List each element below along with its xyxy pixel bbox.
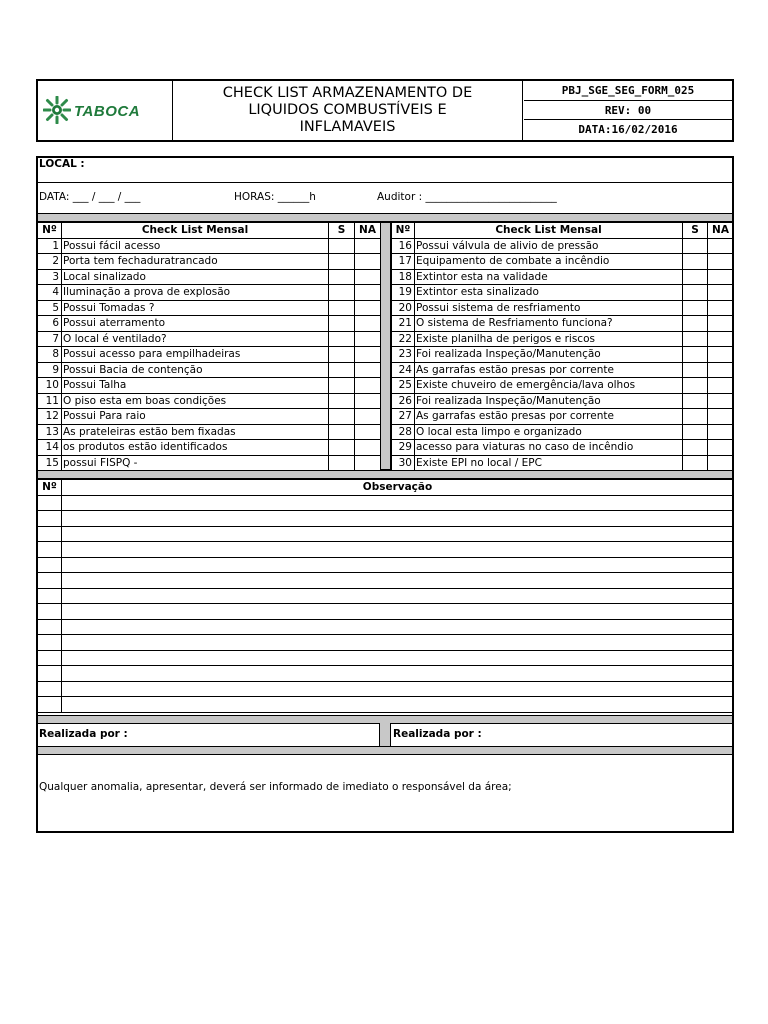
- obs-number-cell[interactable]: [38, 635, 62, 651]
- checklist-row: [38, 424, 381, 440]
- checkbox-s[interactable]: [329, 440, 355, 456]
- observation-row: [38, 681, 734, 697]
- checkbox-na[interactable]: [355, 269, 381, 285]
- observation-row: [38, 573, 734, 589]
- observation-row: [38, 542, 734, 558]
- checkbox-s[interactable]: [683, 254, 708, 270]
- item-text: Existe planilha de perigos e riscos: [415, 331, 683, 347]
- obs-number-cell[interactable]: [38, 619, 62, 635]
- item-number: 2: [38, 254, 62, 270]
- checkbox-s[interactable]: [329, 378, 355, 394]
- item-text: O sistema de Resfriamento funciona?: [415, 316, 683, 332]
- item-text: As prateleiras estão bem fixadas: [62, 424, 329, 440]
- checkbox-na[interactable]: [708, 378, 734, 394]
- checkbox-s[interactable]: [683, 347, 708, 363]
- item-number: 6: [38, 316, 62, 332]
- checkbox-na[interactable]: [355, 300, 381, 316]
- checkbox-s[interactable]: [683, 331, 708, 347]
- observation-row: [38, 604, 734, 620]
- obs-col-title: Observação: [62, 480, 734, 496]
- checklist-row: [38, 440, 381, 456]
- checklist-row: [392, 347, 734, 363]
- checklist-row: [38, 238, 381, 254]
- item-text: Possui Bacia de contenção: [62, 362, 329, 378]
- checklist-row: [38, 409, 381, 425]
- obs-text-cell[interactable]: [62, 588, 734, 604]
- obs-number-cell[interactable]: [38, 666, 62, 682]
- checkbox-s[interactable]: [683, 362, 708, 378]
- item-number: 26: [392, 393, 415, 409]
- checkbox-na[interactable]: [355, 409, 381, 425]
- checkbox-s[interactable]: [329, 316, 355, 332]
- separator-bar: [38, 746, 732, 755]
- item-text: Extintor esta sinalizado: [415, 285, 683, 301]
- obs-text-cell[interactable]: [62, 557, 734, 573]
- item-number: 30: [392, 455, 415, 471]
- col-s: S: [683, 223, 708, 239]
- company-logo: [38, 81, 173, 140]
- item-number: 20: [392, 300, 415, 316]
- checkbox-s[interactable]: [329, 238, 355, 254]
- checklist-row: [38, 316, 381, 332]
- item-text: os produtos estão identificados: [62, 440, 329, 456]
- item-text: acesso para viaturas no caso de incêndio: [415, 440, 683, 456]
- observation-row: [38, 557, 734, 573]
- checklist-right: [391, 222, 734, 471]
- document-date: DATA:16/02/2016: [578, 123, 678, 137]
- item-text: O local é ventilado?: [62, 331, 329, 347]
- item-number: 8: [38, 347, 62, 363]
- checklist-row: [392, 378, 734, 394]
- checkbox-na[interactable]: [708, 424, 734, 440]
- item-text: Possui aterramento: [62, 316, 329, 332]
- obs-number-cell[interactable]: [38, 573, 62, 589]
- item-text: Foi realizada Inspeção/Manutenção: [415, 347, 683, 363]
- checkbox-na[interactable]: [708, 285, 734, 301]
- checklist-row: [392, 424, 734, 440]
- date-field[interactable]: DATA: ___ / ___ / ___: [39, 191, 141, 203]
- separator-bar: [38, 470, 732, 479]
- checkbox-na[interactable]: [708, 347, 734, 363]
- checklist-row: [38, 269, 381, 285]
- checkbox-s[interactable]: [329, 409, 355, 425]
- observation-row: [38, 635, 734, 651]
- checkbox-s[interactable]: [683, 285, 708, 301]
- checklist-row: [392, 254, 734, 270]
- checklist-row: [38, 378, 381, 394]
- observation-row: [38, 666, 734, 682]
- obs-number-cell[interactable]: [38, 650, 62, 666]
- item-text: As garrafas estão presas por corrente: [415, 362, 683, 378]
- checkbox-na[interactable]: [355, 285, 381, 301]
- col-na: NA: [708, 223, 734, 239]
- item-number: 17: [392, 254, 415, 270]
- checkbox-s[interactable]: [329, 331, 355, 347]
- item-number: 18: [392, 269, 415, 285]
- item-text: Possui sistema de resfriamento: [415, 300, 683, 316]
- obs-text-cell[interactable]: [62, 542, 734, 558]
- checkbox-na[interactable]: [708, 455, 734, 471]
- checklist-row: [392, 238, 734, 254]
- item-text: Extintor esta na validade: [415, 269, 683, 285]
- checkbox-s[interactable]: [329, 300, 355, 316]
- checkbox-na[interactable]: [708, 440, 734, 456]
- col-s: S: [329, 223, 355, 239]
- separator-bar: [38, 213, 732, 222]
- obs-text-cell[interactable]: [62, 635, 734, 651]
- item-number: 1: [38, 238, 62, 254]
- checkbox-s[interactable]: [329, 285, 355, 301]
- checklist-row: [392, 409, 734, 425]
- checkbox-s[interactable]: [683, 269, 708, 285]
- item-number: 23: [392, 347, 415, 363]
- item-text: As garrafas estão presas por corrente: [415, 409, 683, 425]
- obs-text-cell[interactable]: [62, 495, 734, 511]
- obs-number-cell[interactable]: [38, 588, 62, 604]
- checkbox-na[interactable]: [355, 254, 381, 270]
- obs-number-cell[interactable]: [38, 557, 62, 573]
- item-number: 25: [392, 378, 415, 394]
- item-text: Existe EPI no local / EPC: [415, 455, 683, 471]
- auditor-field[interactable]: Auditor : _________________________: [377, 191, 557, 203]
- checklist-row: [392, 316, 734, 332]
- checklist-row: [38, 393, 381, 409]
- checkbox-na[interactable]: [355, 424, 381, 440]
- checkbox-s[interactable]: [329, 393, 355, 409]
- col-number: Nº: [38, 223, 62, 239]
- checkbox-na[interactable]: [708, 316, 734, 332]
- checklist-row: [392, 331, 734, 347]
- checklist-row: [392, 300, 734, 316]
- item-number: 15: [38, 455, 62, 471]
- obs-text-cell[interactable]: [62, 697, 734, 713]
- obs-number-cell[interactable]: [38, 495, 62, 511]
- item-text: Possui fácil acesso: [62, 238, 329, 254]
- col-na: NA: [355, 223, 381, 239]
- checkbox-s[interactable]: [683, 238, 708, 254]
- checkbox-na[interactable]: [355, 440, 381, 456]
- checklist-row: [38, 285, 381, 301]
- obs-number-cell[interactable]: [38, 681, 62, 697]
- item-text: Porta tem fechaduratrancado: [62, 254, 329, 270]
- item-text: possui FISPQ -: [62, 455, 329, 471]
- checklist-left: [37, 222, 381, 471]
- checkbox-s[interactable]: [683, 316, 708, 332]
- logo-text: TABOCA: [74, 103, 141, 120]
- item-number: 12: [38, 409, 62, 425]
- item-text: O piso esta em boas condições: [62, 393, 329, 409]
- item-number: 19: [392, 285, 415, 301]
- divider: [38, 182, 732, 183]
- obs-text-cell[interactable]: [62, 526, 734, 542]
- item-number: 9: [38, 362, 62, 378]
- signature-separator: [379, 723, 391, 746]
- item-text: Possui Tomadas ?: [62, 300, 329, 316]
- checkbox-s[interactable]: [683, 424, 708, 440]
- checkbox-na[interactable]: [708, 238, 734, 254]
- obs-number-cell[interactable]: [38, 511, 62, 527]
- obs-text-cell[interactable]: [62, 604, 734, 620]
- observation-row: [38, 619, 734, 635]
- checkbox-na[interactable]: [708, 393, 734, 409]
- item-number: 14: [38, 440, 62, 456]
- observation-row: [38, 495, 734, 511]
- item-text: Possui Para raio: [62, 409, 329, 425]
- checklist-row: [38, 362, 381, 378]
- checklist-row: [392, 362, 734, 378]
- checklist-row: [38, 300, 381, 316]
- obs-number-cell[interactable]: [38, 604, 62, 620]
- obs-text-cell[interactable]: [62, 573, 734, 589]
- column-separator: [380, 222, 391, 470]
- item-number: 11: [38, 393, 62, 409]
- checkbox-s[interactable]: [683, 300, 708, 316]
- obs-text-cell[interactable]: [62, 666, 734, 682]
- checkbox-na[interactable]: [708, 269, 734, 285]
- hours-field[interactable]: HORAS: ______h: [234, 191, 316, 203]
- realizada-por-right[interactable]: Realizada por :: [393, 728, 482, 740]
- item-number: 5: [38, 300, 62, 316]
- checkbox-na[interactable]: [355, 331, 381, 347]
- checkbox-s[interactable]: [329, 269, 355, 285]
- document-title: CHECK LIST ARMAZENAMENTO DE LIQUIDOS COMBUSTÍVEIS E INFLAMAVEIS: [173, 81, 523, 140]
- checkbox-s[interactable]: [683, 378, 708, 394]
- obs-number-cell[interactable]: [38, 542, 62, 558]
- checkbox-na[interactable]: [355, 238, 381, 254]
- item-number: 22: [392, 331, 415, 347]
- taboca-logo-icon: [43, 96, 71, 124]
- obs-col-number: Nº: [38, 480, 62, 496]
- anomaly-note: Qualquer anomalia, apresentar, deverá ser informado de imediato o responsável da área;: [39, 781, 512, 793]
- checklist-row: [392, 455, 734, 471]
- item-number: 21: [392, 316, 415, 332]
- checkbox-s[interactable]: [329, 455, 355, 471]
- checkbox-s[interactable]: [329, 254, 355, 270]
- item-text: Iluminação a prova de explosão: [62, 285, 329, 301]
- observation-row: [38, 526, 734, 542]
- item-text: Possui Talha: [62, 378, 329, 394]
- document-meta: [524, 81, 732, 140]
- item-number: 24: [392, 362, 415, 378]
- item-number: 7: [38, 331, 62, 347]
- item-text: Possui válvula de alivio de pressão: [415, 238, 683, 254]
- item-number: 4: [38, 285, 62, 301]
- form-code: PBJ_SGE_SEG_FORM_025: [524, 81, 732, 101]
- checkbox-na[interactable]: [708, 409, 734, 425]
- checkbox-na[interactable]: [708, 331, 734, 347]
- observation-row: [38, 697, 734, 713]
- obs-number-cell[interactable]: [38, 697, 62, 713]
- checkbox-s[interactable]: [683, 455, 708, 471]
- item-text: Existe chuveiro de emergência/lava olhos: [415, 378, 683, 394]
- obs-text-cell[interactable]: [62, 681, 734, 697]
- observation-row: [38, 650, 734, 666]
- col-title: Check List Mensal: [415, 223, 683, 239]
- checklist-row: [38, 347, 381, 363]
- item-number: 16: [392, 238, 415, 254]
- observation-row: [38, 588, 734, 604]
- checkbox-s[interactable]: [329, 424, 355, 440]
- item-number: 3: [38, 269, 62, 285]
- checklist-row: [392, 440, 734, 456]
- checklist-row: [392, 269, 734, 285]
- checkbox-s[interactable]: [683, 393, 708, 409]
- checkbox-s[interactable]: [683, 409, 708, 425]
- obs-number-cell[interactable]: [38, 526, 62, 542]
- checkbox-na[interactable]: [708, 362, 734, 378]
- checkbox-s[interactable]: [683, 440, 708, 456]
- checkbox-s[interactable]: [329, 362, 355, 378]
- checkbox-na[interactable]: [708, 300, 734, 316]
- checkbox-na[interactable]: [355, 347, 381, 363]
- col-title: Check List Mensal: [62, 223, 329, 239]
- checklist-row: [38, 254, 381, 270]
- observation-table: [37, 479, 734, 713]
- obs-text-cell[interactable]: [62, 650, 734, 666]
- checkbox-na[interactable]: [355, 455, 381, 471]
- checkbox-na[interactable]: [355, 316, 381, 332]
- checklist-row: [392, 393, 734, 409]
- item-text: Equipamento de combate a incêndio: [415, 254, 683, 270]
- checkbox-na[interactable]: [355, 393, 381, 409]
- checklist-row: [38, 455, 381, 471]
- col-number: Nº: [392, 223, 415, 239]
- revision: REV: 00: [524, 101, 732, 121]
- item-number: 28: [392, 424, 415, 440]
- checkbox-na[interactable]: [355, 362, 381, 378]
- item-number: 27: [392, 409, 415, 425]
- obs-text-cell[interactable]: [62, 619, 734, 635]
- item-number: 13: [38, 424, 62, 440]
- item-text: Foi realizada Inspeção/Manutenção: [415, 393, 683, 409]
- document-header: [36, 79, 734, 142]
- checkbox-na[interactable]: [708, 254, 734, 270]
- checkbox-s[interactable]: [329, 347, 355, 363]
- checklist-row: [392, 285, 734, 301]
- realizada-por-left[interactable]: Realizada por :: [39, 728, 128, 740]
- item-text: Possui acesso para empilhadeiras: [62, 347, 329, 363]
- checklist-row: [38, 331, 381, 347]
- form-body: [36, 156, 734, 833]
- item-text: Local sinalizado: [62, 269, 329, 285]
- item-number: 10: [38, 378, 62, 394]
- checkbox-na[interactable]: [355, 378, 381, 394]
- local-label: LOCAL :: [39, 158, 85, 170]
- item-number: 29: [392, 440, 415, 456]
- observation-row: [38, 511, 734, 527]
- item-text: O local esta limpo e organizado: [415, 424, 683, 440]
- obs-text-cell[interactable]: [62, 511, 734, 527]
